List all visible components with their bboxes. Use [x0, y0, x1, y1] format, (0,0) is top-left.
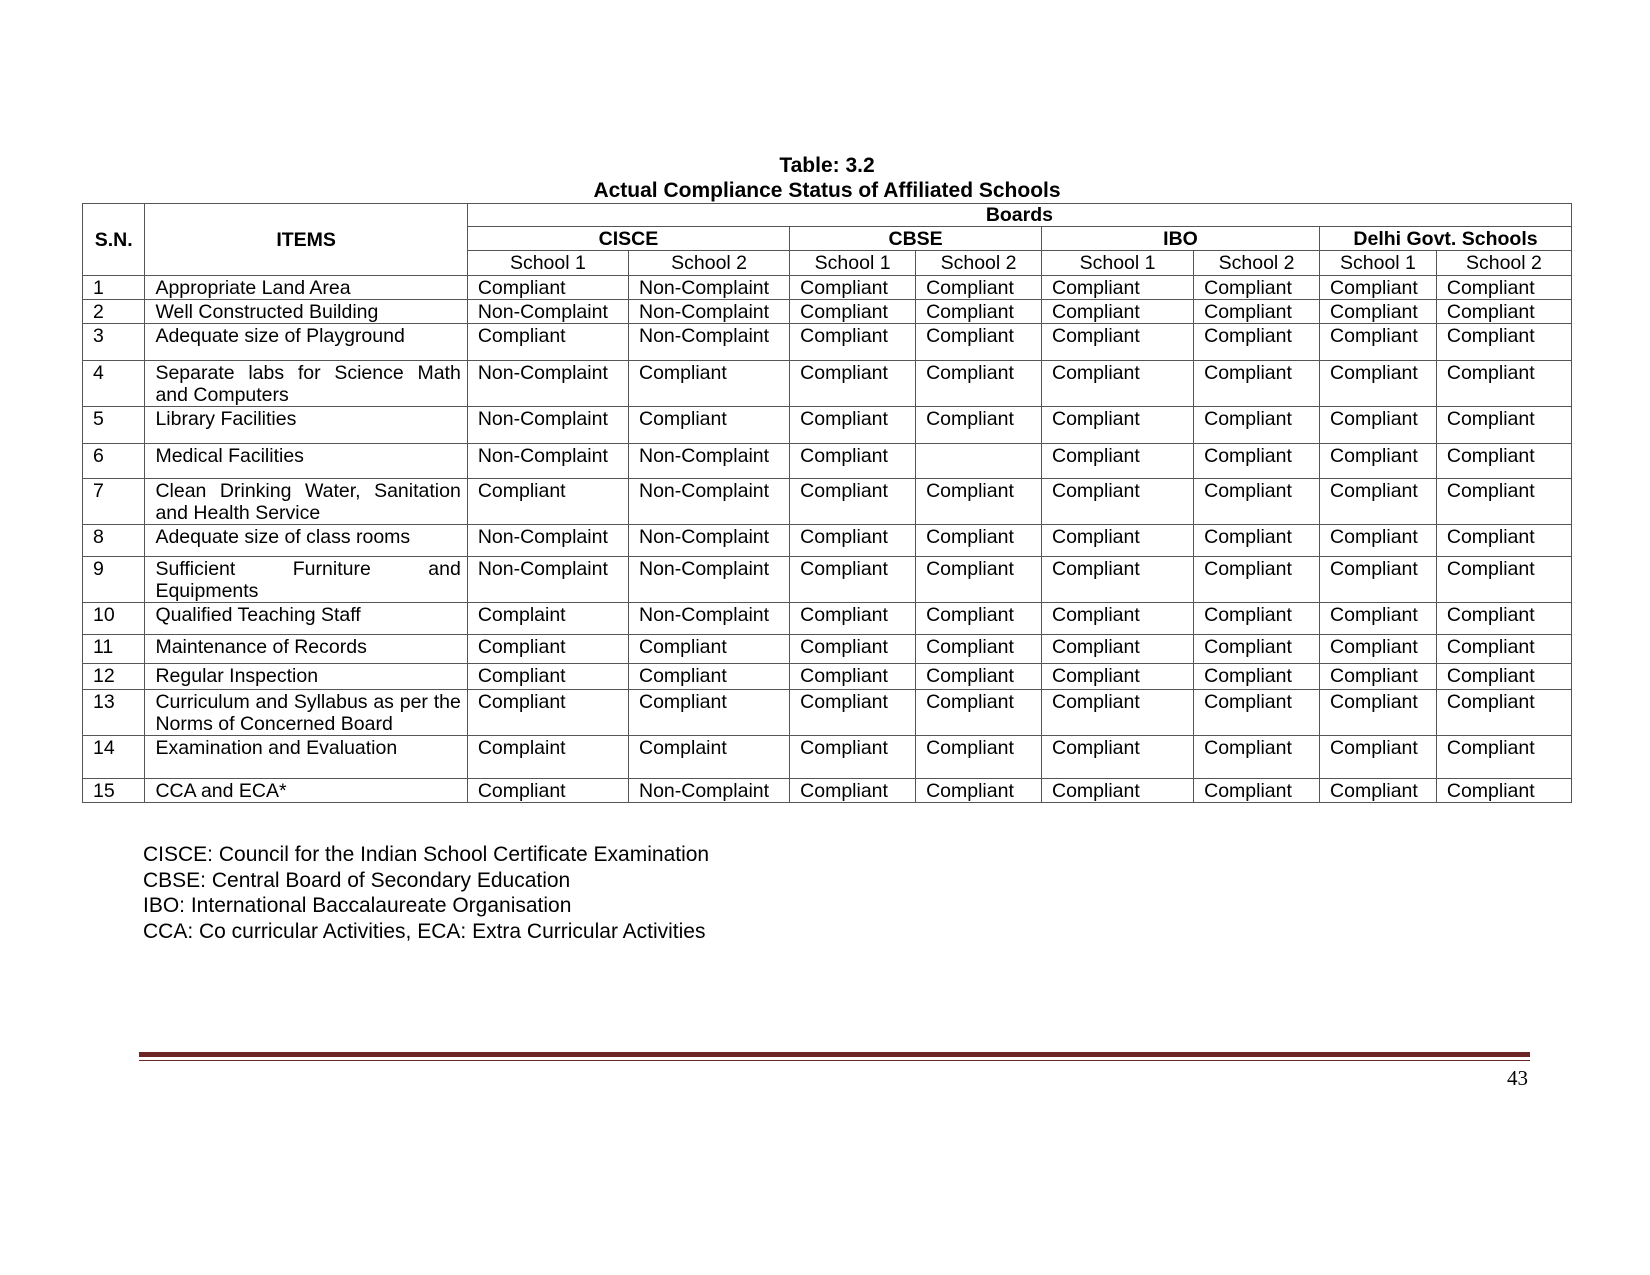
note-cca-eca: CCA: Co curricular Activities, ECA: Extra Curricular Activities: [143, 919, 706, 943]
status-cell: [916, 444, 1042, 479]
status-cell: Compliant: [467, 635, 628, 664]
status-cell: Compliant: [1194, 361, 1320, 407]
header-school: School 1: [790, 251, 916, 276]
header-school: School 1: [467, 251, 628, 276]
status-cell: Compliant: [1042, 324, 1194, 361]
status-cell: Compliant: [790, 444, 916, 479]
header-boards: Boards: [467, 204, 1571, 227]
status-cell: Non-Complaint: [467, 525, 628, 557]
status-cell: Compliant: [790, 324, 916, 361]
table-row: [83, 690, 1572, 736]
table-row: [83, 736, 1572, 779]
status-cell: Compliant: [1194, 276, 1320, 300]
status-cell: Complaint: [467, 736, 628, 779]
note-cisce: CISCE: Council for the Indian School Certificate Examination: [143, 843, 710, 866]
table-row: [83, 779, 1572, 803]
status-cell: Compliant: [916, 407, 1042, 444]
status-cell: Compliant: [1436, 361, 1571, 407]
status-cell: Compliant: [1320, 407, 1437, 444]
compliance-table: [82, 203, 1572, 803]
status-cell: Compliant: [628, 690, 789, 736]
status-cell: Compliant: [916, 525, 1042, 557]
status-cell: Compliant: [1320, 300, 1437, 324]
footer-rule: [139, 1052, 1530, 1057]
status-cell: Compliant: [1320, 444, 1437, 479]
status-cell: Compliant: [916, 779, 1042, 803]
header-school: School 1: [1320, 251, 1437, 276]
status-cell: Compliant: [916, 361, 1042, 407]
status-cell: Compliant: [628, 407, 789, 444]
status-cell: Compliant: [1194, 690, 1320, 736]
status-cell: Compliant: [1436, 324, 1571, 361]
status-cell: Compliant: [790, 603, 916, 635]
page-number: 43: [1507, 1066, 1528, 1090]
status-cell: Compliant: [916, 557, 1042, 603]
row-sn: 11: [83, 635, 145, 664]
status-cell: Compliant: [1194, 635, 1320, 664]
header-board-ibo: IBO: [1042, 227, 1320, 251]
status-cell: Compliant: [1042, 690, 1194, 736]
status-cell: Compliant: [790, 479, 916, 525]
header-board-cisce: CISCE: [467, 227, 789, 251]
status-cell: Compliant: [1194, 407, 1320, 444]
status-cell: Compliant: [467, 276, 628, 300]
status-cell: Compliant: [790, 407, 916, 444]
status-cell: Compliant: [1042, 736, 1194, 779]
row-sn: 7: [83, 479, 145, 525]
row-item: Appropriate Land Area: [145, 276, 467, 300]
row-item: Examination and Evaluation: [145, 736, 467, 779]
header-school: School 2: [628, 251, 789, 276]
table-row: [83, 407, 1572, 444]
abbreviation-notes: [143, 842, 709, 944]
note-ibo: IBO: International Baccalaureate Organisation: [143, 894, 572, 917]
status-cell: Non-Complaint: [628, 276, 789, 300]
status-cell: Compliant: [1320, 603, 1437, 635]
status-cell: Compliant: [1436, 444, 1571, 479]
status-cell: Compliant: [1436, 635, 1571, 664]
row-sn: 6: [83, 444, 145, 479]
status-cell: Non-Complaint: [628, 779, 789, 803]
row-sn: 12: [83, 664, 145, 690]
row-item: Curriculum and Syllabus as per the Norms of Concerned Board: [145, 690, 467, 736]
status-cell: Compliant: [1042, 444, 1194, 479]
status-cell: Compliant: [916, 736, 1042, 779]
status-cell: Non-Complaint: [628, 324, 789, 361]
header-school: School 1: [1042, 251, 1194, 276]
table-row: [83, 557, 1572, 603]
status-cell: Compliant: [790, 690, 916, 736]
row-sn: 13: [83, 690, 145, 736]
status-cell: Compliant: [1194, 779, 1320, 803]
status-cell: Compliant: [1042, 361, 1194, 407]
status-cell: Compliant: [1320, 324, 1437, 361]
status-cell: Compliant: [1194, 557, 1320, 603]
status-cell: Compliant: [790, 736, 916, 779]
row-sn: 1: [83, 276, 145, 300]
status-cell: Compliant: [916, 276, 1042, 300]
table-body: [83, 276, 1572, 803]
status-cell: Compliant: [1042, 779, 1194, 803]
table-row: [83, 361, 1572, 407]
table-title: Actual Compliance Status of Affiliated Schools: [593, 179, 1061, 202]
row-item: CCA and ECA*: [145, 779, 467, 803]
row-item: Adequate size of Playground: [145, 324, 467, 361]
header-school: School 2: [1436, 251, 1571, 276]
row-sn: 15: [83, 779, 145, 803]
row-item: Library Facilities: [145, 407, 467, 444]
status-cell: Non-Complaint: [467, 557, 628, 603]
table-row: [83, 276, 1572, 300]
status-cell: Compliant: [1194, 664, 1320, 690]
status-cell: Compliant: [467, 324, 628, 361]
status-cell: Non-Complaint: [467, 300, 628, 324]
status-cell: Compliant: [790, 779, 916, 803]
header-items: ITEMS: [145, 204, 467, 276]
header-board-cbse: CBSE: [790, 227, 1042, 251]
row-sn: 8: [83, 525, 145, 557]
status-cell: Compliant: [916, 603, 1042, 635]
status-cell: Compliant: [1436, 525, 1571, 557]
status-cell: Compliant: [1436, 736, 1571, 779]
status-cell: Compliant: [628, 361, 789, 407]
status-cell: Compliant: [1194, 736, 1320, 779]
status-cell: Compliant: [1320, 779, 1437, 803]
status-cell: Compliant: [790, 635, 916, 664]
status-cell: Compliant: [467, 690, 628, 736]
status-cell: Compliant: [1042, 479, 1194, 525]
status-cell: Non-Complaint: [467, 407, 628, 444]
status-cell: Non-Complaint: [628, 444, 789, 479]
status-cell: Non-Complaint: [628, 557, 789, 603]
status-cell: Compliant: [1320, 690, 1437, 736]
status-cell: Complaint: [467, 603, 628, 635]
status-cell: Compliant: [1194, 324, 1320, 361]
status-cell: Compliant: [790, 361, 916, 407]
header-school: School 2: [916, 251, 1042, 276]
header-sn: S.N.: [83, 204, 145, 276]
footer-rule-thin: [139, 1060, 1530, 1061]
status-cell: Non-Complaint: [628, 603, 789, 635]
status-cell: Compliant: [1042, 276, 1194, 300]
status-cell: Compliant: [1436, 690, 1571, 736]
row-item: Well Constructed Building: [145, 300, 467, 324]
row-item: Regular Inspection: [145, 664, 467, 690]
status-cell: Compliant: [1042, 664, 1194, 690]
status-cell: Compliant: [1042, 300, 1194, 324]
row-sn: 9: [83, 557, 145, 603]
table-row: [83, 300, 1572, 324]
header-school: School 2: [1194, 251, 1320, 276]
status-cell: Compliant: [1042, 525, 1194, 557]
status-cell: Compliant: [1436, 603, 1571, 635]
status-cell: Compliant: [1320, 525, 1437, 557]
status-cell: Compliant: [1042, 557, 1194, 603]
row-item: Sufficient Furniture and Equipments: [145, 557, 467, 603]
row-sn: 2: [83, 300, 145, 324]
table-row: [83, 324, 1572, 361]
table-row: [83, 479, 1572, 525]
table-row: [83, 603, 1572, 635]
status-cell: Compliant: [1194, 300, 1320, 324]
status-cell: Compliant: [1436, 276, 1571, 300]
table-row: [83, 525, 1572, 557]
status-cell: Non-Complaint: [467, 361, 628, 407]
status-cell: Non-Complaint: [628, 300, 789, 324]
status-cell: Compliant: [790, 525, 916, 557]
status-cell: Non-Complaint: [467, 444, 628, 479]
status-cell: Compliant: [790, 276, 916, 300]
status-cell: Compliant: [1436, 300, 1571, 324]
status-cell: Compliant: [1320, 635, 1437, 664]
status-cell: Compliant: [1042, 603, 1194, 635]
row-sn: 3: [83, 324, 145, 361]
status-cell: Compliant: [916, 300, 1042, 324]
status-cell: Compliant: [1320, 276, 1437, 300]
row-sn: 10: [83, 603, 145, 635]
status-cell: Compliant: [916, 324, 1042, 361]
status-cell: Compliant: [467, 779, 628, 803]
status-cell: Compliant: [1194, 603, 1320, 635]
status-cell: Compliant: [1436, 664, 1571, 690]
status-cell: Compliant: [628, 635, 789, 664]
status-cell: Compliant: [1436, 557, 1571, 603]
status-cell: Compliant: [916, 635, 1042, 664]
status-cell: Compliant: [1320, 361, 1437, 407]
table-number: Table: 3.2: [779, 154, 875, 177]
status-cell: Compliant: [467, 479, 628, 525]
header-board-delhi-govt: Delhi Govt. Schools: [1320, 227, 1572, 251]
status-cell: Compliant: [916, 479, 1042, 525]
status-cell: Compliant: [628, 664, 789, 690]
status-cell: Non-Complaint: [628, 479, 789, 525]
status-cell: Compliant: [916, 690, 1042, 736]
table-row: [83, 635, 1572, 664]
status-cell: Complaint: [628, 736, 789, 779]
row-item: Adequate size of class rooms: [145, 525, 467, 557]
status-cell: Compliant: [1436, 479, 1571, 525]
row-item: Maintenance of Records: [145, 635, 467, 664]
status-cell: Compliant: [1194, 525, 1320, 557]
row-item: Clean Drinking Water, Sanitation and Health Service: [145, 479, 467, 525]
status-cell: Compliant: [790, 664, 916, 690]
status-cell: Compliant: [1320, 736, 1437, 779]
status-cell: Compliant: [1436, 779, 1571, 803]
note-cbse: CBSE: Central Board of Secondary Education: [143, 868, 571, 892]
status-cell: Compliant: [1194, 444, 1320, 479]
status-cell: Compliant: [1042, 407, 1194, 444]
status-cell: Compliant: [467, 664, 628, 690]
table-row: [83, 664, 1572, 690]
row-sn: 5: [83, 407, 145, 444]
row-sn: 14: [83, 736, 145, 779]
status-cell: Compliant: [1194, 479, 1320, 525]
status-cell: Compliant: [790, 300, 916, 324]
row-sn: 4: [83, 361, 145, 407]
status-cell: Compliant: [1042, 635, 1194, 664]
row-item: Medical Facilities: [145, 444, 467, 479]
status-cell: Compliant: [916, 664, 1042, 690]
row-item: Qualified Teaching Staff: [145, 603, 467, 635]
status-cell: Compliant: [790, 557, 916, 603]
status-cell: Non-Complaint: [628, 525, 789, 557]
status-cell: Compliant: [1320, 557, 1437, 603]
status-cell: Compliant: [1320, 479, 1437, 525]
status-cell: Compliant: [1436, 407, 1571, 444]
table-row: [83, 444, 1572, 479]
row-item: Separate labs for Science Math and Computers: [145, 361, 467, 407]
status-cell: Compliant: [1320, 664, 1437, 690]
